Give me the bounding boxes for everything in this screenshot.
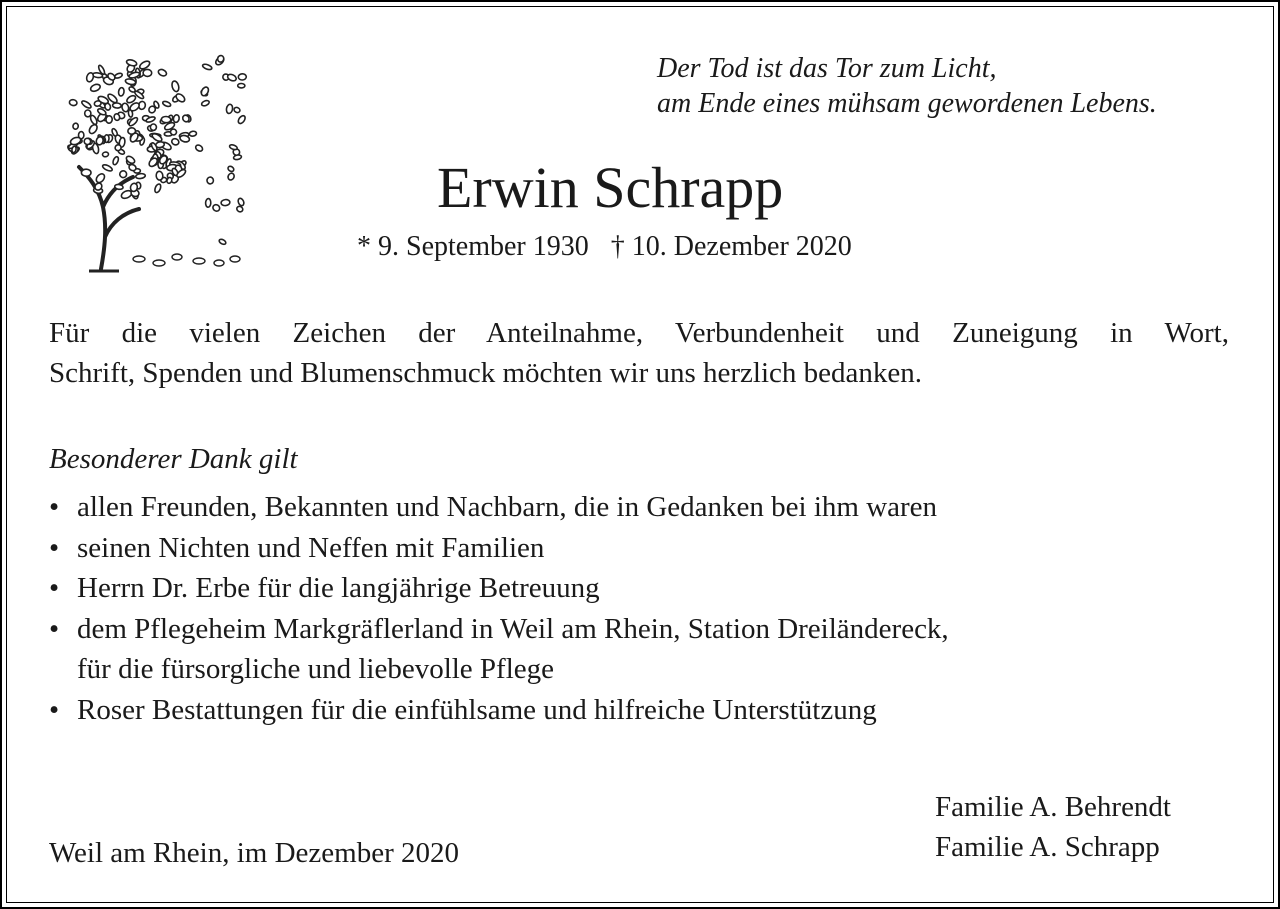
signer-2: Familie A. Schrapp (935, 831, 1160, 863)
motto-line-1: Der Tod ist das Tor zum Licht, (657, 53, 997, 84)
list-item: • allen Freunden, Bekannten und Nachbarn, die in Gedanken bei ihm waren (49, 487, 949, 528)
list-item: • seinen Nichten und Neffen mit Familien (49, 528, 949, 569)
bullet-icon: • (49, 612, 60, 645)
thanks-paragraph (49, 313, 1229, 393)
bullet-icon: • (49, 491, 60, 523)
tree-with-falling-leaves-icon (49, 37, 249, 277)
place-and-date: Weil am Rhein, im Dezember 2020 (49, 837, 459, 869)
motto-line-2: am Ende eines mühsam gewordenen Lebens. (657, 88, 1157, 119)
special-thanks-intro: Besonderer Dank gilt (49, 443, 298, 475)
special-thanks-list (49, 487, 949, 730)
bullet-icon: • (49, 572, 60, 604)
signers (935, 787, 1171, 867)
bullet-icon: • (49, 531, 60, 564)
list-item: • Roser Bestattungen für die einfühlsame und hilfreiche Unterstützung (49, 690, 949, 731)
birth-date: * 9. September 1930 (357, 231, 589, 262)
life-dates (357, 229, 852, 265)
motto (657, 51, 1157, 121)
death-date: † 10. Dezember 2020 (610, 231, 852, 262)
thanks-line-1: Für die vielen Zeichen der Anteilnahme, Verbundenheit und Zuneigung in Wort, (49, 317, 1229, 349)
notice-frame (6, 6, 1274, 903)
list-item: • dem Pflegeheim Markgräflerland in Weil am Rhein, Station Dreiländereck, für die fürsorgliche und liebevolle Pflege (49, 609, 949, 690)
list-item: • Herrn Dr. Erbe für die langjährige Betreuung (49, 568, 949, 609)
deceased-name: Erwin Schrapp (437, 155, 784, 220)
thanks-line-2: Schrift, Spenden und Blumenschmuck möchten wir uns herzlich bedanken. (49, 357, 923, 389)
bullet-icon: • (49, 693, 60, 726)
signer-1: Familie A. Behrendt (935, 791, 1171, 823)
